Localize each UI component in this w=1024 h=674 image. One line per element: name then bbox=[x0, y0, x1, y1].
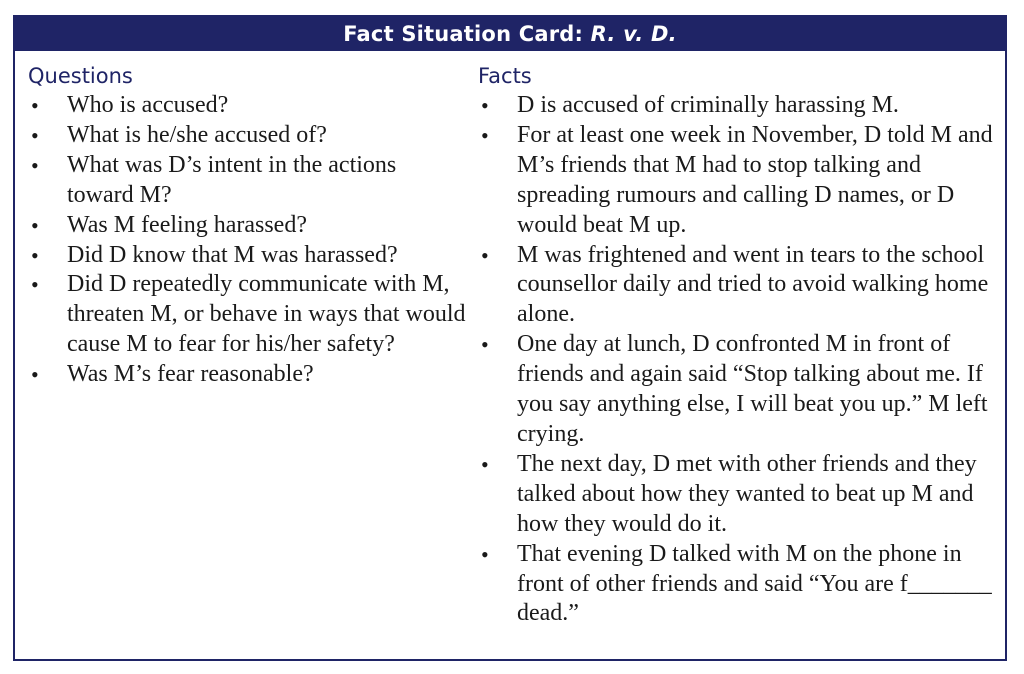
fact-item bbox=[478, 121, 998, 241]
question-item bbox=[28, 151, 468, 211]
question-item-text: What was D’s intent in the actions toward M? bbox=[67, 151, 397, 208]
question-item bbox=[28, 360, 468, 390]
fact-item-text: For at least one week in November, D told M and M’s friends that M had to stop talking and spreading rumours and calling D names, or D would beat M up. bbox=[517, 121, 993, 238]
bullet-icon: • bbox=[481, 451, 489, 477]
bullet-icon: • bbox=[481, 242, 489, 268]
card-title-bar bbox=[15, 17, 1005, 51]
bullet-icon: • bbox=[481, 332, 489, 358]
fact-item bbox=[478, 450, 998, 540]
bullet-icon: • bbox=[31, 272, 39, 298]
fact-item-text: That evening D talked with M on the phone in front of other friends and said “You are f_______ dead.” bbox=[517, 540, 992, 627]
bullet-icon: • bbox=[481, 122, 489, 148]
card-title-case: R. v. D. bbox=[590, 22, 677, 46]
fact-situation-card bbox=[13, 15, 1007, 661]
fact-item bbox=[478, 91, 998, 121]
bullet-icon: • bbox=[31, 212, 39, 238]
question-item-text: Was M feeling harassed? bbox=[67, 211, 307, 238]
bullet-icon: • bbox=[481, 541, 489, 567]
questions-heading: Questions bbox=[28, 64, 133, 88]
bullet-icon: • bbox=[31, 93, 39, 118]
fact-item-text: M was frightened and went in tears to the school counsellor daily and tried to avoid walking home alone. bbox=[517, 241, 989, 328]
fact-item-text: One day at lunch, D confronted M in front of friends and again said “Stop talking about me. If you say anything else, I will beat you up.” M left crying. bbox=[517, 331, 988, 447]
bullet-icon: • bbox=[31, 362, 39, 388]
facts-heading: Facts bbox=[478, 64, 532, 88]
question-item bbox=[28, 121, 468, 151]
question-item-text: Did D know that M was harassed? bbox=[67, 241, 398, 268]
bullet-icon: • bbox=[481, 93, 489, 118]
fact-item-text: The next day, D met with other friends and they talked about how they wanted to beat up M and how they would do it. bbox=[517, 450, 977, 537]
question-item bbox=[28, 211, 468, 241]
card-title-prefix: Fact Situation Card: bbox=[343, 22, 584, 46]
question-item-text: Who is accused? bbox=[67, 92, 229, 118]
questions-column bbox=[28, 61, 468, 390]
bullet-icon: • bbox=[31, 122, 39, 148]
question-item bbox=[28, 91, 468, 121]
fact-item bbox=[478, 241, 998, 331]
question-item-text: What is he/she accused of? bbox=[67, 121, 327, 148]
question-item bbox=[28, 241, 468, 271]
question-item bbox=[28, 270, 468, 360]
fact-item-text: D is accused of criminally harassing M. bbox=[517, 92, 899, 118]
facts-column bbox=[478, 61, 998, 629]
fact-item bbox=[478, 540, 998, 630]
question-item-text: Was M’s fear reasonable? bbox=[67, 361, 314, 388]
fact-item bbox=[478, 330, 998, 450]
questions-list bbox=[28, 91, 468, 390]
bullet-icon: • bbox=[31, 242, 39, 268]
bullet-icon: • bbox=[31, 152, 39, 178]
facts-list bbox=[478, 91, 998, 629]
card-columns bbox=[15, 61, 1005, 659]
question-item-text: Did D repeatedly communicate with M, threaten M, or behave in ways that would cause M to fear for his/her safety? bbox=[67, 271, 466, 358]
